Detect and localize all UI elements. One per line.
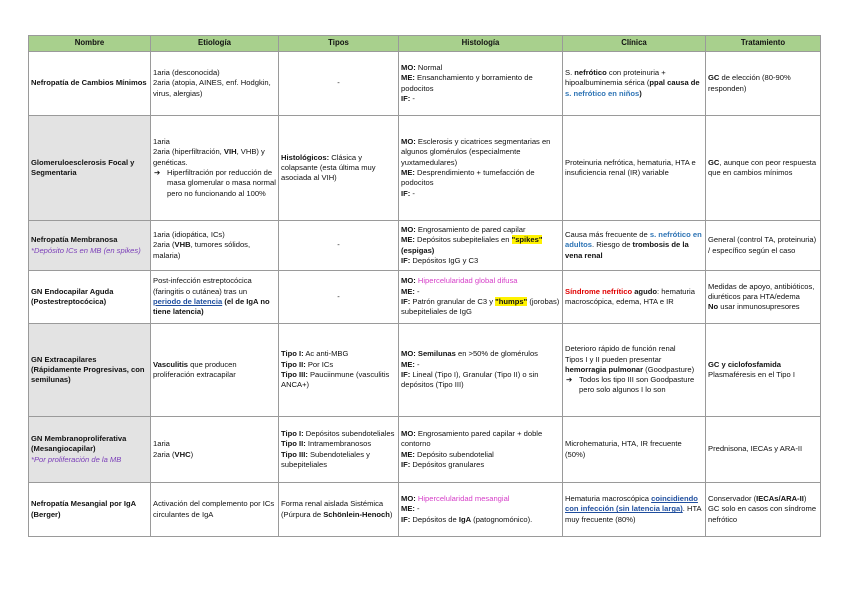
etio-text: 2aria ( xyxy=(153,240,175,250)
row-histologia xyxy=(399,271,563,324)
mo-text: Engrosamiento pared capilar + doble contorno xyxy=(401,428,543,449)
hist-mo xyxy=(401,494,560,504)
table-row xyxy=(29,483,821,537)
etio-line xyxy=(153,240,276,261)
row-tipos xyxy=(279,417,399,483)
clin-text: . HTA muy frecuente (80%) xyxy=(565,504,702,524)
me-label: ME: xyxy=(401,359,415,369)
hist-if xyxy=(401,94,560,104)
row-etiologia xyxy=(151,221,279,271)
tipo-label: Tipo II: xyxy=(281,359,306,369)
row-name xyxy=(29,116,151,221)
trat-bold: No xyxy=(708,302,719,312)
tipos-text: ) xyxy=(389,509,393,519)
if-text: (jorobas) subepiteliales de IgG xyxy=(401,297,560,317)
row-clinica xyxy=(563,271,706,324)
me-label: ME: xyxy=(401,504,415,514)
me-label: ME: xyxy=(401,235,415,245)
table-row xyxy=(29,324,821,417)
mo-label: MO: xyxy=(401,137,416,147)
tipo-text: Depósitos subendoteliales xyxy=(303,428,395,438)
header-clinica: Clínica xyxy=(563,36,706,52)
tipo-line xyxy=(281,439,396,449)
spikes-highlight: "spikes" xyxy=(511,235,543,245)
header-etiologia: Etiología xyxy=(151,36,279,52)
if-text: Lineal (Tipo I), Granular (Tipo II) o sin depósitos (Tipo III) xyxy=(401,370,539,390)
clin-bullets xyxy=(565,375,703,396)
tipo-text: Intramembranosos xyxy=(305,439,372,449)
row-clinica: Proteinuria nefrótica, hematuria, HTA e insuficiencia renal (IR) variable xyxy=(563,116,706,221)
hist-me xyxy=(401,73,560,94)
if-text: - xyxy=(410,93,415,103)
me-label: ME: xyxy=(401,168,415,177)
mo-text: en >50% de glomérulos xyxy=(455,349,538,359)
etio-text: 2aria ( xyxy=(153,449,175,459)
trat-bold: IECAs/ARA-II xyxy=(756,494,804,504)
etio-line xyxy=(153,450,276,460)
name-text: GN Extracapilares (Rápidamente Progresivas, con semilunas) xyxy=(31,354,145,385)
row-etiologia xyxy=(151,271,279,324)
hist-mo xyxy=(401,276,560,286)
row-clinica xyxy=(563,483,706,537)
hist-me xyxy=(401,235,560,256)
etio-bold: Vasculitis xyxy=(153,359,189,369)
row-tratamiento xyxy=(706,271,821,324)
table-row xyxy=(29,271,821,324)
header-tipos: Tipos xyxy=(279,36,399,52)
clin-bold: nefrótico xyxy=(574,68,607,78)
tipo-label: Tipo I: xyxy=(281,349,304,359)
etio-text: que producen proliferación extracapilar xyxy=(153,359,237,379)
latency-link: periodo de latencia xyxy=(153,297,223,306)
clin-bold: hemorragia pulmonar xyxy=(565,364,644,374)
tipo-line xyxy=(281,349,396,359)
if-label: IF: xyxy=(401,459,411,469)
hist-me xyxy=(401,360,560,370)
mo-label: MO: xyxy=(401,428,416,438)
mo-text: Esclerosis y cicatrices segmentarias en algunos glomérulos (especialmente yuxtamedulares) xyxy=(401,137,551,167)
trat-bold: GC xyxy=(708,157,720,167)
row-name xyxy=(29,221,151,271)
tipos-bold: Histológicos: xyxy=(281,152,330,162)
etio-line: 1aria xyxy=(153,439,170,449)
etio-bold: (el de IgA no tiene latencia) xyxy=(153,297,270,317)
row-etiologia xyxy=(151,116,279,221)
row-tipos xyxy=(279,324,399,417)
clin-blue: s. nefrótico en niños xyxy=(565,88,640,98)
tipo-text: Pauciinmune (vasculitis ANCA+) xyxy=(281,370,390,390)
clin-text: Causa más frecuente de xyxy=(565,230,650,240)
trat-text: Medidas de apoyo, antibióticos, diuréticos para HTA/edema xyxy=(708,281,815,301)
glomerulonephritis-table xyxy=(28,35,821,537)
clin-text: Hematuria macroscópica xyxy=(565,494,652,504)
table-row xyxy=(29,52,821,116)
clin-text: Tipos I y II pueden presentar xyxy=(565,354,662,364)
row-clinica: Microhematuria, HTA, IR frecuente (50%) xyxy=(563,417,706,483)
tipo-label: Tipo III: xyxy=(281,449,308,459)
if-label: IF: xyxy=(401,188,411,198)
etio-line xyxy=(153,147,276,168)
tipos-text: Forma renal aislada Sistémica (Púrpura de xyxy=(281,499,384,519)
me-text: Depósito subendotelial xyxy=(414,449,494,459)
row-histologia xyxy=(399,417,563,483)
if-bold: IgA xyxy=(458,514,472,524)
row-tipos: - xyxy=(279,271,399,324)
clin-line xyxy=(565,355,703,376)
trat-text: Conservador ( xyxy=(708,494,757,504)
etio-line: 2aria (atopia, AINES, enf. Hodgkin, virus, alergias) xyxy=(153,78,271,98)
row-name xyxy=(29,483,151,537)
tipo-line xyxy=(281,370,396,391)
row-tipos xyxy=(279,116,399,221)
table-row xyxy=(29,221,821,271)
me-text: - xyxy=(414,286,420,296)
row-histologia xyxy=(399,116,563,221)
hist-me xyxy=(401,168,560,189)
row-tratamiento xyxy=(706,324,821,417)
row-name xyxy=(29,417,151,483)
me-label: ME: xyxy=(401,286,415,296)
row-name xyxy=(29,271,151,324)
table-row xyxy=(29,417,821,483)
infection-link: coincidiendo con infección (sin latencia larga) xyxy=(565,494,698,514)
row-histologia xyxy=(399,52,563,116)
row-clinica xyxy=(563,221,706,271)
row-tratamiento: Prednisona, IECAs y ARA-II xyxy=(706,417,821,483)
hist-me xyxy=(401,504,560,514)
etio-text: , tumores sólidos, malaria) xyxy=(153,240,251,260)
clin-text: (Goodpasture) xyxy=(643,364,695,374)
hist-if xyxy=(401,256,560,266)
clin-bold: ppal causa de xyxy=(649,78,700,88)
list-item: ➔ Hiperfiltración por reducción de masa glomerular o masa normal pero no funcionando al 100% xyxy=(153,168,276,199)
row-clinica xyxy=(563,52,706,116)
tipo-text: Ac anti-MBG xyxy=(303,349,349,359)
trat-text: ) GC solo en casos con síndrome nefrótico xyxy=(708,494,817,524)
clin-bold: trombosis de la vena renal xyxy=(565,240,689,260)
list-item: ➔ Todos los tipo III son Goodpasture pero solo algunos I lo son xyxy=(565,375,703,396)
row-etiologia: Activación del complemento por ICs circulantes de IgA xyxy=(151,483,279,537)
mo-text: Engrosamiento de pared capilar xyxy=(415,224,526,234)
trat-text: usar inmunosupresores xyxy=(718,302,800,312)
me-label: ME: xyxy=(401,73,415,83)
name-text: Nefropatía de Cambios Mínimos xyxy=(31,78,147,88)
tipos-text: Clásica y colapsante (esta última muy asociada al VIH) xyxy=(281,152,376,183)
row-tratamiento: General (control TA, proteinuria) / específico según el caso xyxy=(706,221,821,271)
if-text: Depósitos IgG y C3 xyxy=(410,255,479,265)
hist-mo xyxy=(401,429,560,450)
if-label: IF: xyxy=(401,370,411,379)
if-text: Depósitos granulares xyxy=(410,459,485,469)
mo-pink: Hipercelularidad global difusa xyxy=(417,276,518,286)
tipo-text: Subendoteliales y subepiteliales xyxy=(281,449,370,469)
name-note: *Depósito ICs en MB (en spikes) xyxy=(31,245,141,255)
clin-text: S. xyxy=(565,68,575,78)
etio-text: ) xyxy=(190,449,194,459)
mo-label: MO: xyxy=(401,224,416,234)
row-histologia xyxy=(399,483,563,537)
hist-me xyxy=(401,450,560,460)
trat-bold: GC y ciclofosfamida xyxy=(708,359,782,369)
mo-label: MO: xyxy=(401,349,416,359)
clin-bold: agudo xyxy=(632,286,657,296)
row-tipos: - xyxy=(279,52,399,116)
if-text: Patrón granular de C3 y xyxy=(410,297,496,306)
header-histologia: Histología xyxy=(399,36,563,52)
mo-bold: Semilunas xyxy=(415,349,456,359)
mo-pink: Hipercelularidad mesangial xyxy=(417,494,510,504)
if-text: Depósitos de xyxy=(410,514,459,524)
header-tratamiento: Tratamiento xyxy=(706,36,821,52)
clin-text: Deterioro rápido de función renal xyxy=(565,344,676,354)
etio-text: Post-infección estreptocócica (faringitis o cutánea) tras un xyxy=(153,276,252,296)
me-text: Ensanchamiento y borramiento de podocitos xyxy=(401,73,533,93)
row-tratamiento xyxy=(706,52,821,116)
name-text: Glomeruloesclerosis Focal y Segmentaria xyxy=(31,157,135,177)
trat-text: Plasmaféresis en el Tipo I xyxy=(708,370,795,379)
if-label: IF: xyxy=(401,93,411,103)
me-bold: (espigas) xyxy=(401,245,435,255)
table-row xyxy=(29,116,821,221)
row-name xyxy=(29,52,151,116)
row-clinica xyxy=(563,324,706,417)
name-text: GN Membranoproliferativa (Mesangiocapilar) xyxy=(31,434,127,454)
clin-text: : hematuria macroscópica, edema, HTA e IR xyxy=(565,286,695,306)
name-text: GN Endocapilar Aguda (Postestreptocócica) xyxy=(31,286,114,306)
header-nombre: Nombre xyxy=(29,36,151,52)
me-text: - xyxy=(414,359,420,369)
row-histologia xyxy=(399,324,563,417)
hist-me xyxy=(401,287,560,297)
mo-label: MO: xyxy=(401,62,416,72)
mo-text: Normal xyxy=(415,62,443,72)
hist-mo xyxy=(401,137,560,168)
trat-text: de elección (80-90% responden) xyxy=(708,73,791,93)
clin-blue: s. nefrótico en adultos xyxy=(565,230,702,250)
row-etiologia xyxy=(151,417,279,483)
tipo-line xyxy=(281,429,396,439)
row-etiologia xyxy=(151,324,279,417)
table-header-row xyxy=(29,36,821,52)
name-note: *Por proliferación de la MB xyxy=(31,454,122,464)
etio-line: 1aria xyxy=(153,137,170,147)
tipos-bold: Schönlein-Henoch xyxy=(323,509,390,519)
if-text: (patognomónico). xyxy=(471,514,533,524)
me-label: ME: xyxy=(401,449,415,459)
me-text: Desprendimiento + tumefacción de podocitos xyxy=(401,168,535,188)
hist-if xyxy=(401,297,560,318)
tipo-label: Tipo I: xyxy=(281,428,304,438)
if-label: IF: xyxy=(401,514,411,524)
trat-text: , aunque con peor respuesta que en cambios mínimos xyxy=(708,157,817,177)
clin-bold: ) xyxy=(639,88,642,98)
etio-text: 2aria (hiperfiltración, xyxy=(153,147,224,157)
me-text: - xyxy=(414,504,420,514)
trat-bold: GC xyxy=(708,73,720,83)
tipo-line xyxy=(281,360,396,370)
if-label: IF: xyxy=(401,255,411,265)
etio-bullets xyxy=(153,168,276,199)
etio-line: 1aria (desconocida) xyxy=(153,68,220,78)
trat-line xyxy=(708,302,818,312)
name-text: Nefropatía Mesangial por IgA (Berger) xyxy=(31,499,136,519)
hist-if xyxy=(401,370,560,391)
hist-mo xyxy=(401,349,560,359)
row-etiologia xyxy=(151,52,279,116)
hist-mo xyxy=(401,225,560,235)
row-name xyxy=(29,324,151,417)
mo-label: MO: xyxy=(401,276,416,286)
mo-label: MO: xyxy=(401,494,416,504)
if-label: IF: xyxy=(401,297,411,306)
hist-if xyxy=(401,515,560,525)
row-histologia xyxy=(399,221,563,271)
clin-text: . Riesgo de xyxy=(592,240,633,250)
tipo-line xyxy=(281,450,396,471)
etio-bold: VIH xyxy=(223,147,237,157)
tipo-text: Por ICs xyxy=(305,359,334,369)
row-tipos: - xyxy=(279,221,399,271)
etio-line: 1aria (idiopática, ICs) xyxy=(153,230,225,240)
row-tipos xyxy=(279,483,399,537)
hist-mo xyxy=(401,63,560,73)
etio-bold: VHC xyxy=(174,449,191,459)
row-tratamiento xyxy=(706,116,821,221)
hist-if xyxy=(401,460,560,470)
clin-text: con proteinuria + hipoalbuminemia sérica ( xyxy=(565,68,666,88)
row-tratamiento xyxy=(706,483,821,537)
etio-text: , VHB) y genéticas. xyxy=(153,147,265,167)
hist-if xyxy=(401,189,560,199)
tipo-label: Tipo II: xyxy=(281,439,306,449)
name-text: Nefropatía Membranosa xyxy=(31,235,118,245)
etio-bold: VHB xyxy=(174,240,191,250)
if-text: - xyxy=(410,188,415,198)
humps-highlight: "humps" xyxy=(495,297,528,306)
clin-red: Síndrome nefrítico xyxy=(565,286,633,296)
me-text: Depósitos subepiteliales en xyxy=(414,235,512,245)
tipo-label: Tipo III: xyxy=(281,370,308,379)
